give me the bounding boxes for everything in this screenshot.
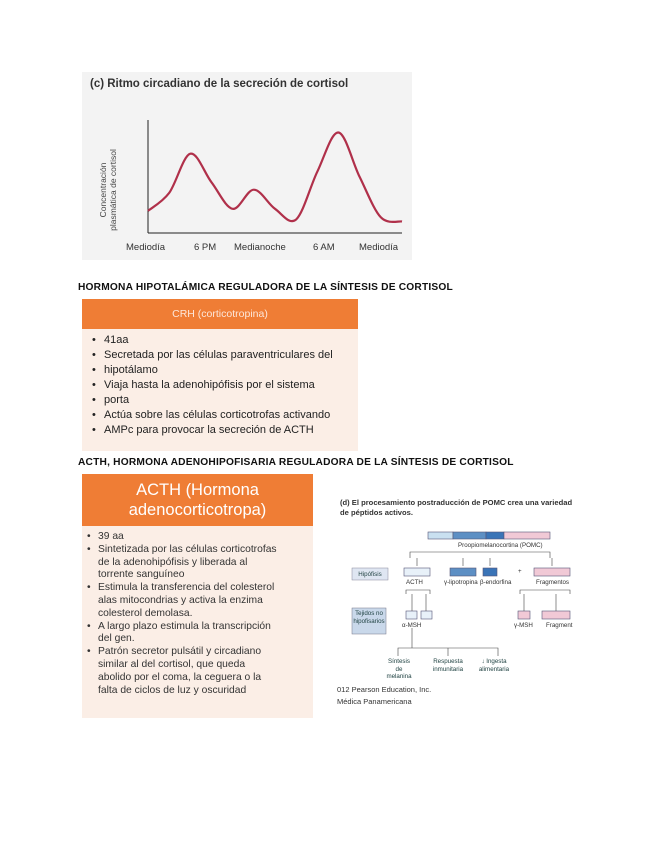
list-item-continuation: • porta [104,393,358,408]
peptide-box [542,611,570,619]
peptide-box [450,568,476,576]
circadian-chart [82,72,412,260]
pomc-diagram [340,498,585,713]
peptide-box [483,568,497,576]
pomc-segment [453,532,486,539]
pomc-figure-title: (d) El procesamiento postraducción de POMC crea una variedad de péptidos activos. [340,498,573,517]
crh-box [82,299,358,451]
bracket-line [406,590,430,594]
credit-line: Médica Panamericana [337,697,412,706]
peptide-label: Fragmentos [536,579,570,586]
peptide-label: γ-lipotropina [444,579,478,586]
list-item: • 39 aa [98,531,313,544]
peptide-label: ACTH [406,579,423,586]
hipofisis-label: Hipófisis [358,571,382,578]
acth-header-line2: adenocorticotropa) [128,501,267,519]
x-tick-label: Mediodía [126,242,166,253]
peptide-box [534,568,570,576]
list-item-continuation: • hipotálamo [104,363,358,378]
bracket-line [410,552,550,558]
y-axis-label-line2: plasmática de cortisol [108,149,118,231]
acth-header-line1: ACTH (Hormona [136,481,259,499]
pomc-segment [486,532,504,539]
list-item: • 41aa [104,333,358,348]
pomc-label: Proopiomelanocortina (POMC) [458,542,543,549]
peptide-box [421,611,432,619]
x-tick-label: 6 AM [313,242,335,253]
x-tick-label: 6 PM [194,242,217,253]
peptide-label: β-endorfina [480,579,512,586]
effect-label: Síntesis de melanina [386,658,412,680]
crh-box-header: CRH (corticotropina) [82,299,358,329]
circadian-figure [82,72,412,260]
acth-section-heading: ACTH, HORMONA ADENOHIPOFISARIA REGULADORA DE LA SÍNTESIS DE CORTISOL [78,457,514,468]
acth-box [82,474,313,718]
figure-title: (c) Ritmo circadiano de la secreción de cortisol [90,78,349,90]
credit-line: 012 Pearson Education, Inc. [337,685,432,694]
list-item: • Actúa sobre las células corticotrofas activando [104,408,358,423]
list-item: • Secretada por las células paraventriculares del [104,348,358,363]
gamma-msh-label: γ-MSH [514,622,533,629]
plus-sign: + [518,568,522,575]
y-axis-label-line1: Concentración [98,162,108,218]
pomc-figure [337,498,585,713]
effect-label: ↓ Ingesta alimentaria [478,658,510,673]
list-item-continuation: • AMPc para provocar la secreción de ACTH [104,423,358,438]
pomc-segment [428,532,453,539]
peptide-box [518,611,530,619]
alpha-msh-label: α-MSH [402,622,422,629]
x-tick-label: Medianoche [234,242,286,253]
peptide-box [404,568,430,576]
list-item: • Patrón secretor pulsátil y circadiano similar al del cortisol, que queda abolido por el coma, la ceguera o la falta de ciclos de luz y oscuridad [98,646,313,697]
acth-box-header [82,474,313,526]
pomc-segment [504,532,550,539]
cortisol-curve [148,132,402,221]
effect-label: Respuesta inmunitaria [432,658,464,673]
tejidos-label: Tejidos no hipofisarios [353,610,385,625]
fragment-label: Fragment [546,622,573,629]
peptide-box [406,611,417,619]
x-tick-label: Mediodía [359,242,399,253]
crh-bullet-list [82,333,358,438]
list-item: • A largo plazo estimula la transcripción del gen. [98,621,313,647]
list-item: • Estimula la transferencia del colesterol alas mitocondrias y activa la enzima colesterol demolasa. [98,582,313,620]
crh-section-heading: HORMONA HIPOTALÁMICA REGULADORA DE LA SÍNTESIS DE CORTISOL [78,282,453,293]
acth-bullet-list [82,531,313,697]
list-item: • Sintetizada por las células corticotrofas de la adenohipófisis y liberada al torrente sanguíneo [98,544,313,582]
list-item: • Viaja hasta la adenohipófisis por el sistema [104,378,358,393]
bracket-line [520,590,570,594]
